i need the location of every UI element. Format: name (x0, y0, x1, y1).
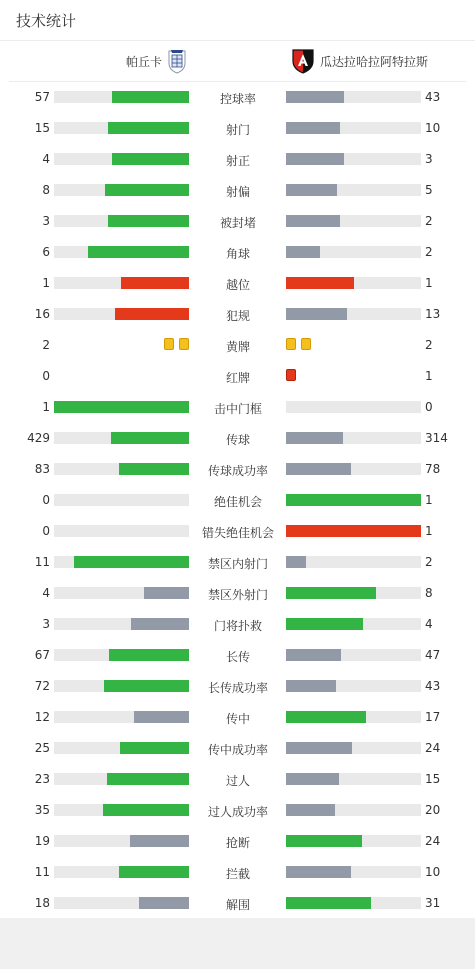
away-bar-fill (286, 91, 344, 103)
home-bar-track (54, 401, 189, 413)
stat-row (0, 422, 475, 453)
home-bar-fill (115, 308, 189, 320)
home-bar-fill (121, 277, 189, 289)
home-team-logo-icon (168, 48, 186, 74)
stat-row (0, 453, 475, 484)
home-stat-value: 429 (27, 431, 50, 445)
home-stat-value: 1 (42, 400, 50, 414)
home-bar-fill (107, 773, 189, 785)
away-stat-value: 1 (425, 369, 433, 383)
away-bar-fill (286, 742, 352, 754)
stat-label: 传球 (225, 433, 250, 447)
home-stat-value: 11 (34, 865, 50, 879)
away-bar-track (286, 773, 421, 785)
home-stat-value: 23 (34, 772, 50, 786)
home-team-name: 帕丘卡 (125, 55, 162, 69)
home-bar-track (54, 556, 189, 568)
stat-row (0, 608, 475, 639)
home-bar-fill (112, 153, 189, 165)
away-bar-track (286, 711, 421, 723)
teams-header (0, 41, 475, 81)
away-stat-value: 24 (425, 834, 441, 848)
stat-label: 绝佳机会 (213, 495, 262, 509)
home-bar-track (54, 742, 189, 754)
home-stat-value: 0 (42, 369, 50, 383)
stat-label: 禁区内射门 (207, 557, 268, 571)
home-bar-track (54, 91, 189, 103)
home-stat-value: 0 (42, 524, 50, 538)
away-stat-value: 2 (425, 245, 433, 259)
stat-label: 禁区外射门 (207, 588, 268, 602)
home-stat-value: 11 (34, 555, 50, 569)
away-bar-fill (286, 587, 376, 599)
away-bar-fill (286, 897, 371, 909)
home-bar-track (54, 897, 189, 909)
away-bar-fill (286, 494, 421, 506)
stat-label: 控球率 (219, 92, 256, 106)
home-bar-fill (134, 711, 189, 723)
away-stat-value: 1 (425, 493, 433, 507)
home-bar-track (54, 215, 189, 227)
away-bar-track (286, 122, 421, 134)
stat-row (0, 298, 475, 329)
yellow-card-icon (179, 338, 189, 350)
stat-label: 角球 (225, 247, 250, 261)
home-stat-value: 4 (42, 586, 50, 600)
away-team-logo-icon (291, 48, 315, 74)
away-bar-fill (286, 432, 343, 444)
home-bar-fill (111, 432, 189, 444)
home-stat-value: 25 (34, 741, 50, 755)
stat-label: 传球成功率 (207, 464, 268, 478)
stat-label: 被封堵 (219, 216, 256, 230)
stat-row (0, 236, 475, 267)
home-bar-fill (112, 91, 189, 103)
away-stat-value: 1 (425, 276, 433, 290)
away-bar-fill (286, 246, 320, 258)
away-stat-value: 15 (425, 772, 441, 786)
away-bar-fill (286, 277, 354, 289)
home-bar-fill (131, 618, 189, 630)
away-stat-value: 43 (425, 90, 441, 104)
home-stat-value: 2 (42, 338, 50, 352)
home-stat-value: 35 (34, 803, 50, 817)
away-bar-fill (286, 804, 335, 816)
home-stat-value: 4 (42, 152, 50, 166)
away-stat-value: 10 (425, 121, 441, 135)
stat-row (0, 825, 475, 856)
red-card-icon (286, 369, 296, 381)
home-stat-value: 83 (34, 462, 50, 476)
home-bar-fill (103, 804, 189, 816)
stat-label: 传中成功率 (207, 743, 268, 757)
stat-row (0, 577, 475, 608)
stat-row (0, 887, 475, 918)
home-bar-track (54, 866, 189, 878)
stat-label: 传中 (225, 712, 250, 726)
home-stat-value: 57 (34, 90, 50, 104)
home-stat-value: 8 (42, 183, 50, 197)
home-bar-fill (88, 246, 189, 258)
away-stat-value: 31 (425, 896, 441, 910)
stat-row (0, 391, 475, 422)
stat-label: 长传 (225, 650, 250, 664)
home-stat-value: 19 (34, 834, 50, 848)
home-stat-value: 12 (34, 710, 50, 724)
home-stat-value: 6 (42, 245, 50, 259)
home-bar-track (54, 773, 189, 785)
away-bar-fill (286, 680, 336, 692)
away-bar-track (286, 618, 421, 630)
stat-row (0, 143, 475, 174)
away-team-name: 瓜达拉哈拉阿特拉斯 (320, 55, 429, 69)
away-bar-track (286, 587, 421, 599)
away-bar-fill (286, 525, 421, 537)
home-stat-value: 67 (34, 648, 50, 662)
stat-label: 犯规 (225, 309, 250, 323)
stat-row (0, 205, 475, 236)
stat-row (0, 484, 475, 515)
home-stat-value: 1 (42, 276, 50, 290)
away-bar-fill (286, 773, 339, 785)
away-bar-track (286, 184, 421, 196)
away-stat-value: 13 (425, 307, 441, 321)
away-stat-value: 1 (425, 524, 433, 538)
away-stat-value: 78 (425, 462, 441, 476)
stat-row (0, 639, 475, 670)
home-bar-fill (54, 401, 189, 413)
home-bar-track (54, 494, 189, 506)
away-bar-fill (286, 184, 337, 196)
home-stat-value: 3 (42, 214, 50, 228)
away-stat-value: 20 (425, 803, 441, 817)
home-bar-fill (144, 587, 189, 599)
stats-list (0, 81, 475, 918)
away-cards (286, 338, 311, 351)
away-bar-fill (286, 711, 366, 723)
home-cards (164, 338, 189, 351)
away-stat-value: 0 (425, 400, 433, 414)
stat-label: 射正 (225, 154, 250, 168)
away-bar-track (286, 463, 421, 475)
away-stat-value: 17 (425, 710, 441, 724)
stat-row (0, 763, 475, 794)
yellow-card-icon (286, 338, 296, 350)
home-stat-value: 0 (42, 493, 50, 507)
yellow-card-icon (164, 338, 174, 350)
home-bar-fill (108, 215, 189, 227)
away-stat-value: 314 (425, 431, 448, 445)
away-bar-track (286, 246, 421, 258)
stat-label: 击中门框 (213, 402, 262, 416)
page-title: 技术统计 (16, 12, 77, 30)
away-bar-fill (286, 308, 347, 320)
stat-label: 过人 (225, 774, 250, 788)
home-bar-fill (109, 649, 189, 661)
away-stat-value: 8 (425, 586, 433, 600)
away-bar-track (286, 277, 421, 289)
away-stat-value: 24 (425, 741, 441, 755)
home-bar-track (54, 432, 189, 444)
home-bar-fill (119, 463, 189, 475)
home-bar-track (54, 587, 189, 599)
home-bar-fill (104, 680, 189, 692)
away-bar-track (286, 804, 421, 816)
away-stat-value: 2 (425, 555, 433, 569)
stat-label: 红牌 (225, 371, 250, 385)
home-stat-value: 3 (42, 617, 50, 631)
stat-label: 解围 (225, 898, 250, 912)
home-bar-track (54, 711, 189, 723)
away-bar-track (286, 866, 421, 878)
stat-label: 过人成功率 (207, 805, 268, 819)
yellow-card-icon (301, 338, 311, 350)
stat-row (0, 794, 475, 825)
away-bar-fill (286, 463, 351, 475)
away-bar-track (286, 649, 421, 661)
away-bar-fill (286, 153, 344, 165)
away-bar-track (286, 897, 421, 909)
home-bar-fill (120, 742, 189, 754)
away-bar-track (286, 432, 421, 444)
stat-label: 射偏 (225, 185, 250, 199)
home-stat-value: 16 (34, 307, 50, 321)
stat-row (0, 670, 475, 701)
away-stat-value: 47 (425, 648, 441, 662)
away-bar-track (286, 308, 421, 320)
stat-row (0, 81, 475, 112)
away-bar-fill (286, 866, 351, 878)
stat-row (0, 360, 475, 391)
away-stat-value: 3 (425, 152, 433, 166)
away-bar-track (286, 215, 421, 227)
away-stat-value: 43 (425, 679, 441, 693)
away-bar-fill (286, 215, 340, 227)
home-bar-track (54, 277, 189, 289)
away-stat-value: 4 (425, 617, 433, 631)
home-bar-fill (119, 866, 189, 878)
home-bar-track (54, 463, 189, 475)
away-bar-fill (286, 122, 340, 134)
home-bar-track (54, 618, 189, 630)
home-bar-track (54, 122, 189, 134)
away-bar-track (286, 401, 421, 413)
stat-row (0, 267, 475, 298)
stat-label: 拦截 (225, 867, 250, 881)
home-stat-value: 18 (34, 896, 50, 910)
away-stat-value: 10 (425, 865, 441, 879)
away-cards (286, 369, 296, 382)
stat-row (0, 515, 475, 546)
home-bar-track (54, 649, 189, 661)
home-bar-track (54, 246, 189, 258)
away-bar-track (286, 680, 421, 692)
away-bar-track (286, 494, 421, 506)
stat-row (0, 856, 475, 887)
stat-row (0, 546, 475, 577)
home-bar-fill (108, 122, 189, 134)
away-bar-track (286, 556, 421, 568)
home-stat-value: 15 (34, 121, 50, 135)
stat-label: 门将扑救 (213, 619, 262, 633)
away-bar-fill (286, 556, 306, 568)
home-bar-track (54, 804, 189, 816)
away-bar-fill (286, 649, 341, 661)
stat-label: 抢断 (225, 836, 250, 850)
stat-label: 越位 (225, 278, 250, 292)
stat-label: 长传成功率 (207, 681, 268, 695)
stat-row (0, 174, 475, 205)
home-bar-fill (130, 835, 189, 847)
away-bar-track (286, 153, 421, 165)
away-stat-value: 5 (425, 183, 433, 197)
home-bar-fill (105, 184, 189, 196)
home-bar-track (54, 308, 189, 320)
away-bar-fill (286, 835, 362, 847)
away-bar-track (286, 525, 421, 537)
away-stat-value: 2 (425, 214, 433, 228)
stat-row (0, 701, 475, 732)
home-bar-track (54, 184, 189, 196)
stat-row (0, 112, 475, 143)
stat-row (0, 329, 475, 360)
home-bar-track (54, 153, 189, 165)
home-bar-track (54, 835, 189, 847)
away-stat-value: 2 (425, 338, 433, 352)
home-bar-fill (139, 897, 189, 909)
stat-label: 射门 (225, 123, 250, 137)
away-bar-track (286, 835, 421, 847)
home-stat-value: 72 (34, 679, 50, 693)
away-bar-track (286, 742, 421, 754)
stat-label: 错失绝佳机会 (201, 526, 274, 540)
home-bar-track (54, 680, 189, 692)
away-bar-track (286, 91, 421, 103)
away-bar-fill (286, 618, 363, 630)
home-bar-fill (74, 556, 189, 568)
stat-label: 黄牌 (225, 340, 250, 354)
home-bar-track (54, 525, 189, 537)
stat-row (0, 732, 475, 763)
